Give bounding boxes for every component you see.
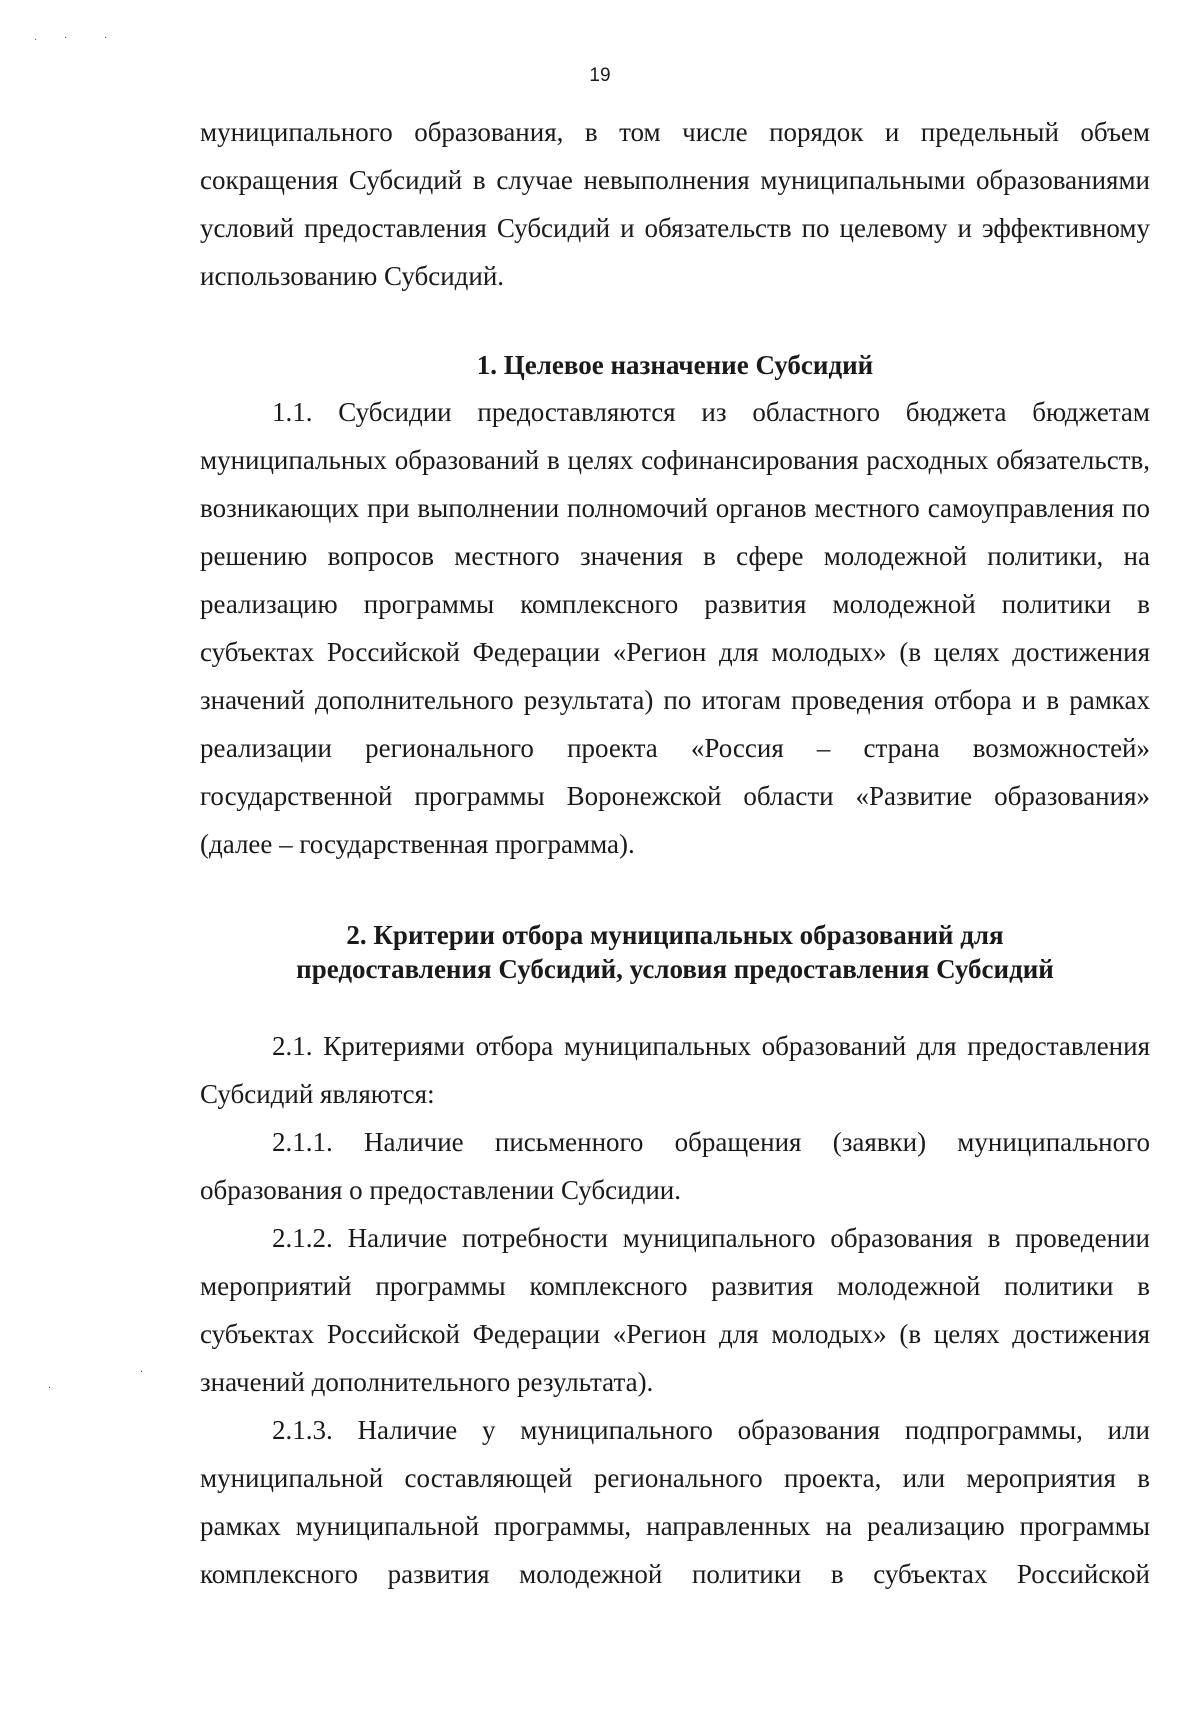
section-2-title-line2: предоставления Субсидий, условия предоставления Субсидий <box>296 954 1054 984</box>
paragraph-2-1: 2.1. Критериями отбора муниципальных образований для предоставления Субсидий являются: <box>200 1031 1150 1109</box>
continuation-block <box>200 108 1150 300</box>
scan-speck: · <box>104 33 108 44</box>
continuation-paragraph: муниципального образования, в том числе порядок и предельный объем сокращения Субсидий в случае невыполнения муниципальными образованиями условий предоставления Субсидий и обязательств по целевому и эффективному использованию Субсидий. <box>200 117 1150 291</box>
scan-speck: · <box>48 1383 52 1394</box>
section-1-title <box>200 348 1150 382</box>
scan-speck: · <box>34 35 38 46</box>
scan-speck: · <box>64 33 68 44</box>
section-2-title <box>200 918 1150 986</box>
section-2-title-line1: 2. Критерии отбора муниципальных образований для <box>346 920 1004 950</box>
page-number: 19 <box>589 65 611 86</box>
paragraph-2-1-3: 2.1.3. Наличие у муниципального образования подпрограммы, или муниципальной составляющей регионального проекта, или мероприятия в рамках муниципальной программы, направленных на реализацию программы комплексного развития молодежной политики в субъектах Российской <box>200 1415 1150 1589</box>
paragraph-2-1-2: 2.1.2. Наличие потребности муниципального образования в проведении мероприятий программы комплексного развития молодежной политики в субъектах Российской Федерации «Регион для молодых» (в целях достижения значений дополнительного результата). <box>200 1223 1150 1397</box>
section-1-title-text: 1. Целевое назначение Субсидий <box>476 350 874 380</box>
scan-speck: · <box>140 1367 144 1378</box>
section-2-body <box>200 1022 1150 1598</box>
section-1-body <box>200 388 1150 868</box>
paragraph-2-1-1: 2.1.1. Наличие письменного обращения (заявки) муниципального образования о предоставлении Субсидии. <box>200 1127 1150 1205</box>
paragraph-1-1: 1.1. Субсидии предоставляются из областного бюджета бюджетам муниципальных образований в целях софинансирования расходных обязательств, возникающих при выполнении полномочий органов местного самоуправления по решению вопросов местного значения в сфере молодежной политики, на реализацию программы комплексного развития молодежной политики в субъектах Российской Федерации «Регион для молодых» (в целях достижения значений дополнительного результата) по итогам проведения отбора и в рамках реализации регионального проекта «Россия – страна возможностей» государственной программы Воронежской области «Развитие образования» (далее – государственная программа). <box>200 397 1150 859</box>
